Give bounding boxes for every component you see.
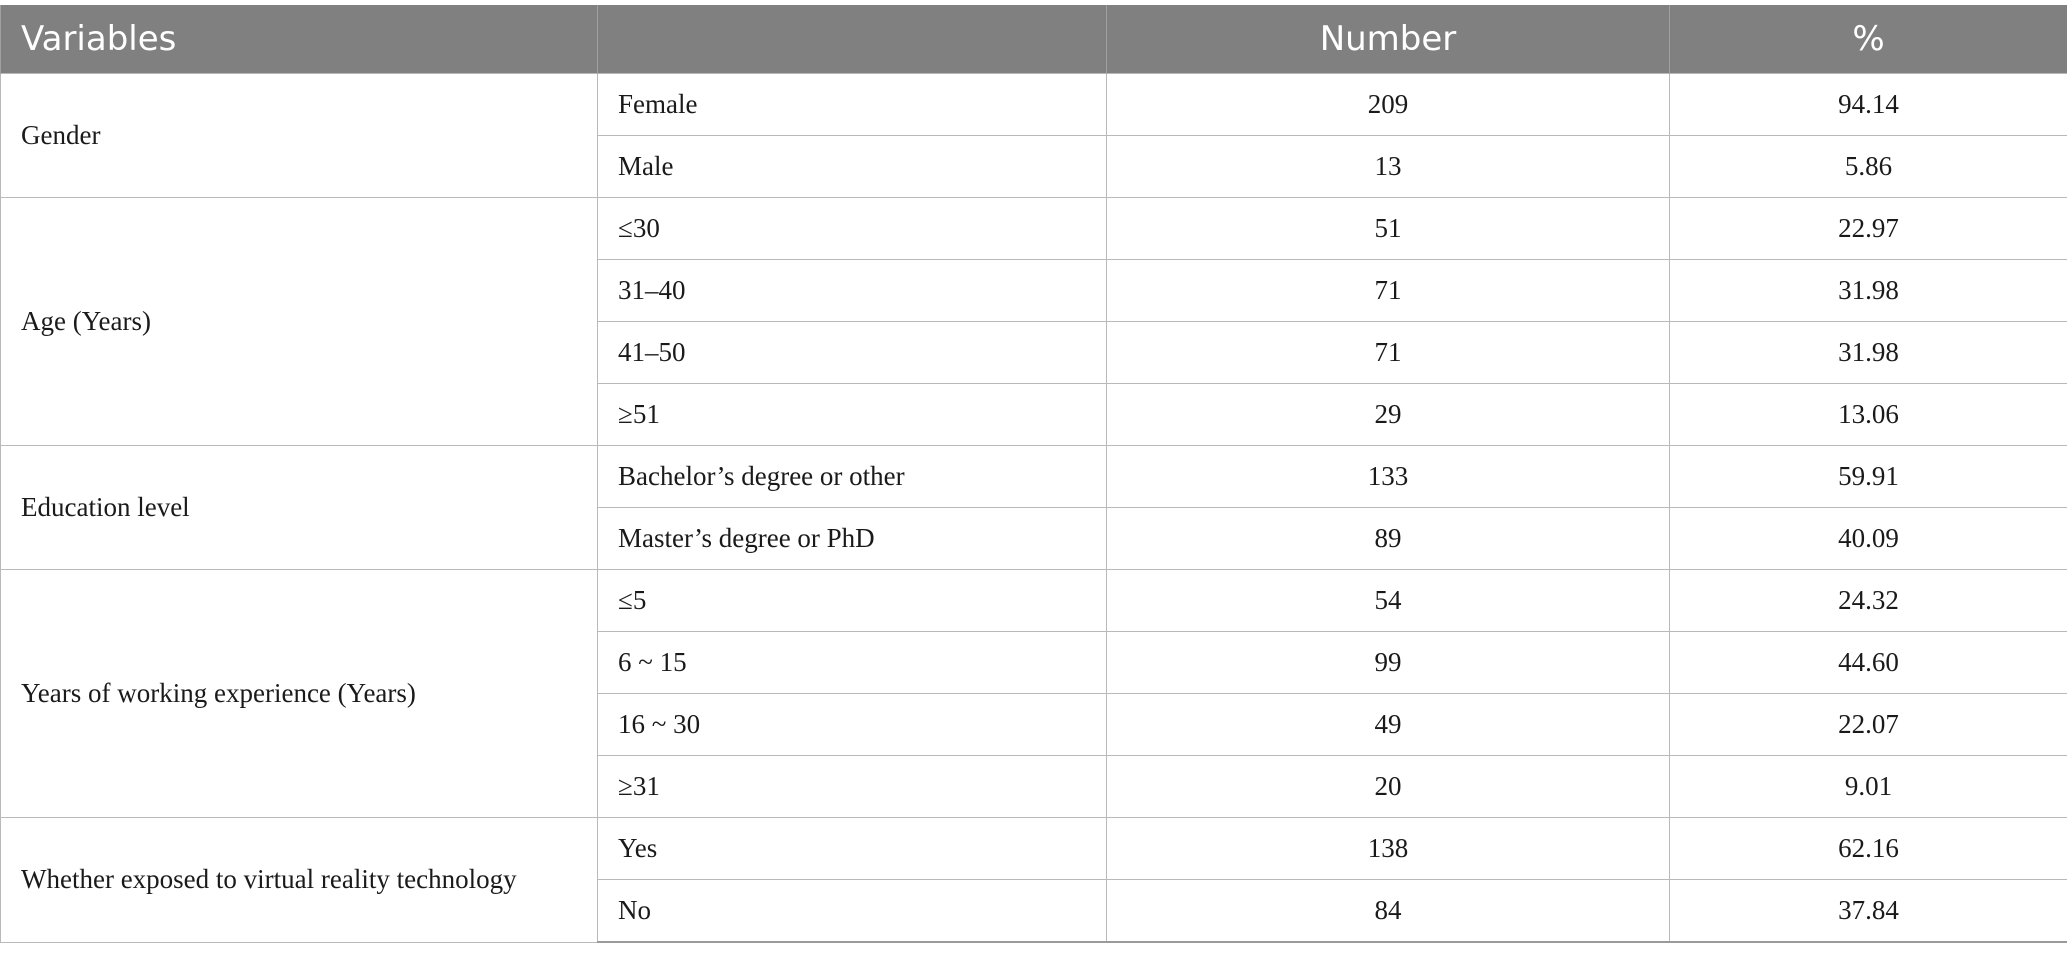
category-cell: 41–50 xyxy=(598,322,1107,384)
number-cell: 138 xyxy=(1107,818,1670,880)
category-cell: ≥51 xyxy=(598,384,1107,446)
percent-cell: 31.98 xyxy=(1670,322,2067,384)
variable-cell: Education level xyxy=(1,446,598,570)
table-header xyxy=(1,5,2067,74)
number-cell: 84 xyxy=(1107,880,1670,943)
category-cell: Female xyxy=(598,74,1107,136)
percent-cell: 31.98 xyxy=(1670,260,2067,322)
number-cell: 13 xyxy=(1107,136,1670,198)
demographics-table xyxy=(0,5,2067,943)
header-row xyxy=(1,5,2067,74)
percent-cell: 59.91 xyxy=(1670,446,2067,508)
number-cell: 89 xyxy=(1107,508,1670,570)
variable-cell: Age (Years) xyxy=(1,198,598,446)
table-row xyxy=(1,818,2067,880)
category-cell: Yes xyxy=(598,818,1107,880)
header-category xyxy=(598,5,1107,74)
percent-cell: 5.86 xyxy=(1670,136,2067,198)
category-cell: Male xyxy=(598,136,1107,198)
category-cell: ≤5 xyxy=(598,570,1107,632)
table-row xyxy=(1,570,2067,632)
percent-cell: 22.97 xyxy=(1670,198,2067,260)
percent-cell: 37.84 xyxy=(1670,880,2067,943)
demographics-table-container xyxy=(0,5,2067,943)
number-cell: 99 xyxy=(1107,632,1670,694)
percent-cell: 40.09 xyxy=(1670,508,2067,570)
table-row xyxy=(1,74,2067,136)
number-cell: 51 xyxy=(1107,198,1670,260)
category-cell: Master’s degree or PhD xyxy=(598,508,1107,570)
category-cell: ≥31 xyxy=(598,756,1107,818)
table-row xyxy=(1,446,2067,508)
percent-cell: 62.16 xyxy=(1670,818,2067,880)
category-cell: 31–40 xyxy=(598,260,1107,322)
percent-cell: 13.06 xyxy=(1670,384,2067,446)
number-cell: 71 xyxy=(1107,260,1670,322)
percent-cell: 22.07 xyxy=(1670,694,2067,756)
percent-cell: 44.60 xyxy=(1670,632,2067,694)
number-cell: 209 xyxy=(1107,74,1670,136)
header-number: Number xyxy=(1107,5,1670,74)
variable-cell: Whether exposed to virtual reality technology xyxy=(1,818,598,943)
number-cell: 29 xyxy=(1107,384,1670,446)
percent-cell: 24.32 xyxy=(1670,570,2067,632)
variable-cell: Gender xyxy=(1,74,598,198)
category-cell: 6 ~ 15 xyxy=(598,632,1107,694)
category-cell: 16 ~ 30 xyxy=(598,694,1107,756)
percent-cell: 94.14 xyxy=(1670,74,2067,136)
category-cell: No xyxy=(598,880,1107,943)
number-cell: 49 xyxy=(1107,694,1670,756)
variable-cell: Years of working experience (Years) xyxy=(1,570,598,818)
category-cell: Bachelor’s degree or other xyxy=(598,446,1107,508)
number-cell: 133 xyxy=(1107,446,1670,508)
table-body xyxy=(1,74,2067,943)
number-cell: 54 xyxy=(1107,570,1670,632)
category-cell: ≤30 xyxy=(598,198,1107,260)
header-percent: % xyxy=(1670,5,2067,74)
number-cell: 20 xyxy=(1107,756,1670,818)
table-row xyxy=(1,198,2067,260)
percent-cell: 9.01 xyxy=(1670,756,2067,818)
number-cell: 71 xyxy=(1107,322,1670,384)
header-variables: Variables xyxy=(1,5,598,74)
